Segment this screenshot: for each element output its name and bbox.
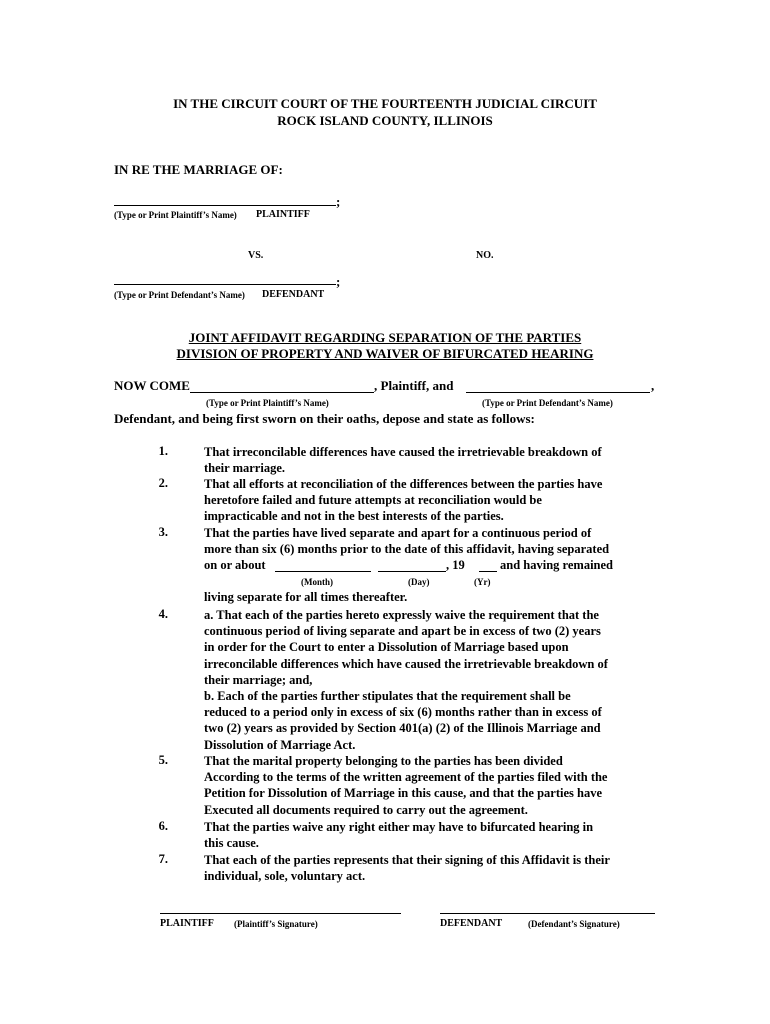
item-text-line: That the parties have lived separate and apart for a continuous period of xyxy=(204,526,592,540)
intro-defendant-line[interactable] xyxy=(466,392,650,393)
item-text-line: According to the terms of the written agreement of the parties filed with the xyxy=(204,770,608,785)
item-text-line: this cause. xyxy=(204,836,259,851)
item-text-line: impracticable and not in the best interests of the parties. xyxy=(204,509,504,524)
item-text-line: irreconcilable differences which have caused the irretrievable breakdown of xyxy=(204,656,608,671)
day-hint: (Day) xyxy=(408,577,430,587)
vs-label: VS. xyxy=(248,250,264,261)
item-text-line: Dissolution of Marriage Act. xyxy=(204,737,356,752)
intro-defendant-hint: (Type or Print Defendant’s Name) xyxy=(482,398,613,408)
intro-plaintiff-and: , Plaintiff, and xyxy=(374,378,454,393)
item-text-line: in order for the Court to enter a Dissolution of Marriage based upon xyxy=(204,640,569,655)
defendant-role-label: DEFENDANT xyxy=(262,289,325,300)
item-text-line: individual, sole, voluntary act. xyxy=(204,869,366,884)
county-title: ROCK ISLAND COUNTY, ILLINOIS xyxy=(277,113,493,128)
item-text-line: That all efforts at reconciliation of the differences between the parties have xyxy=(204,477,603,491)
sworn-statement: Defendant, and being first sworn on their oaths, depose and state as follows: xyxy=(114,411,535,426)
item-text-line: more than six (6) months prior to the date of this affidavit, having separated xyxy=(204,542,610,557)
defendant-name-line[interactable] xyxy=(114,284,336,285)
plaintiff-name-hint: (Type or Print Plaintiff’s Name) xyxy=(114,210,237,220)
comma-19-label: , 19 xyxy=(446,558,465,572)
item-text-line: That the parties waive any right either may have to bifurcated hearing in xyxy=(204,820,594,834)
item-text-line: That the marital property belonging to the parties has been divided xyxy=(204,754,563,768)
intro-plaintiff-hint: (Type or Print Plaintiff’s Name) xyxy=(206,398,329,408)
plaintiff-signature-line[interactable] xyxy=(160,913,401,914)
item-number: 6. xyxy=(158,819,168,833)
item-number: 2. xyxy=(158,476,168,490)
separation-year-line[interactable] xyxy=(479,571,497,572)
court-title: IN THE CIRCUIT COURT OF THE FOURTEENTH JUDICIAL CIRCUIT xyxy=(173,96,597,111)
intro-plaintiff-line[interactable] xyxy=(190,392,374,393)
case-no-label: NO. xyxy=(476,250,494,261)
item-text-line: a. That each of the parties hereto expressly waive the requirement that the xyxy=(204,608,599,622)
living-separate-text: living separate for all times thereafter. xyxy=(204,590,408,604)
defendant-signature-line[interactable] xyxy=(440,913,655,914)
item-7-text xyxy=(204,852,664,884)
item-3-text xyxy=(204,525,664,557)
item-2-text xyxy=(204,476,664,525)
item-number: 5. xyxy=(158,753,168,767)
affidavit-title-line1: JOINT AFFIDAVIT REGARDING SEPARATION OF THE PARTIES xyxy=(188,330,582,345)
plaintiff-semicolon: ; xyxy=(336,194,341,209)
item-number: 3. xyxy=(158,525,168,539)
item-6-text xyxy=(204,819,664,851)
item-text-line: their marriage; and, xyxy=(204,672,313,687)
item-text-line: That each of the parties represents that their signing of this Affidavit is their xyxy=(204,853,610,867)
item-text-line: heretofore failed and future attempts at reconciliation would be xyxy=(204,493,542,508)
separation-day-line[interactable] xyxy=(378,571,446,572)
item-text-line: Executed all documents required to carry out the agreement. xyxy=(204,802,528,817)
defendant-semicolon: ; xyxy=(336,274,341,289)
having-remained-label: and having remained xyxy=(500,558,613,572)
item-number: 1. xyxy=(158,444,168,458)
item-text-line: two (2) years as provided by Section 401(a) (2) of the Illinois Marriage and xyxy=(204,721,601,736)
item-number: 4. xyxy=(158,607,168,621)
item-number: 7. xyxy=(158,852,168,866)
defendant-signature-role: DEFENDANT xyxy=(440,918,503,929)
item-text-line: their marriage. xyxy=(204,461,285,476)
defendant-name-hint: (Type or Print Defendant’s Name) xyxy=(114,290,245,300)
intro-comma: , xyxy=(651,378,655,393)
item-1-text xyxy=(204,444,664,476)
plaintiff-signature-role: PLAINTIFF xyxy=(160,918,214,929)
year-hint: (Yr) xyxy=(474,577,491,587)
plaintiff-role-label: PLAINTIFF xyxy=(256,209,310,220)
item-5-text xyxy=(204,753,664,818)
item-4-text xyxy=(204,607,664,753)
item-text-line: That irreconcilable differences have caused the irretrievable breakdown of xyxy=(204,445,602,459)
defendant-signature-hint: (Defendant’s Signature) xyxy=(528,919,620,929)
now-come-label: NOW COME xyxy=(114,378,190,393)
item-text-line: continuous period of living separate and apart be in excess of two (2) years xyxy=(204,624,601,639)
plaintiff-name-line[interactable] xyxy=(114,205,336,206)
item-text-line: Petition for Dissolution of Marriage in this cause, and that the parties have xyxy=(204,786,603,801)
plaintiff-signature-hint: (Plaintiff’s Signature) xyxy=(234,919,318,929)
affidavit-title-line2: DIVISION OF PROPERTY AND WAIVER OF BIFURCATED HEARING xyxy=(176,346,594,361)
on-or-about-label: on or about xyxy=(204,558,266,572)
in-re-heading: IN RE THE MARRIAGE OF: xyxy=(114,162,283,177)
item-text-line: reduced to a period only in excess of six (6) months rather than in excess of xyxy=(204,705,602,720)
month-hint: (Month) xyxy=(301,577,333,587)
item-text-line: b. Each of the parties further stipulates that the requirement shall be xyxy=(204,689,571,704)
separation-month-line[interactable] xyxy=(275,571,371,572)
